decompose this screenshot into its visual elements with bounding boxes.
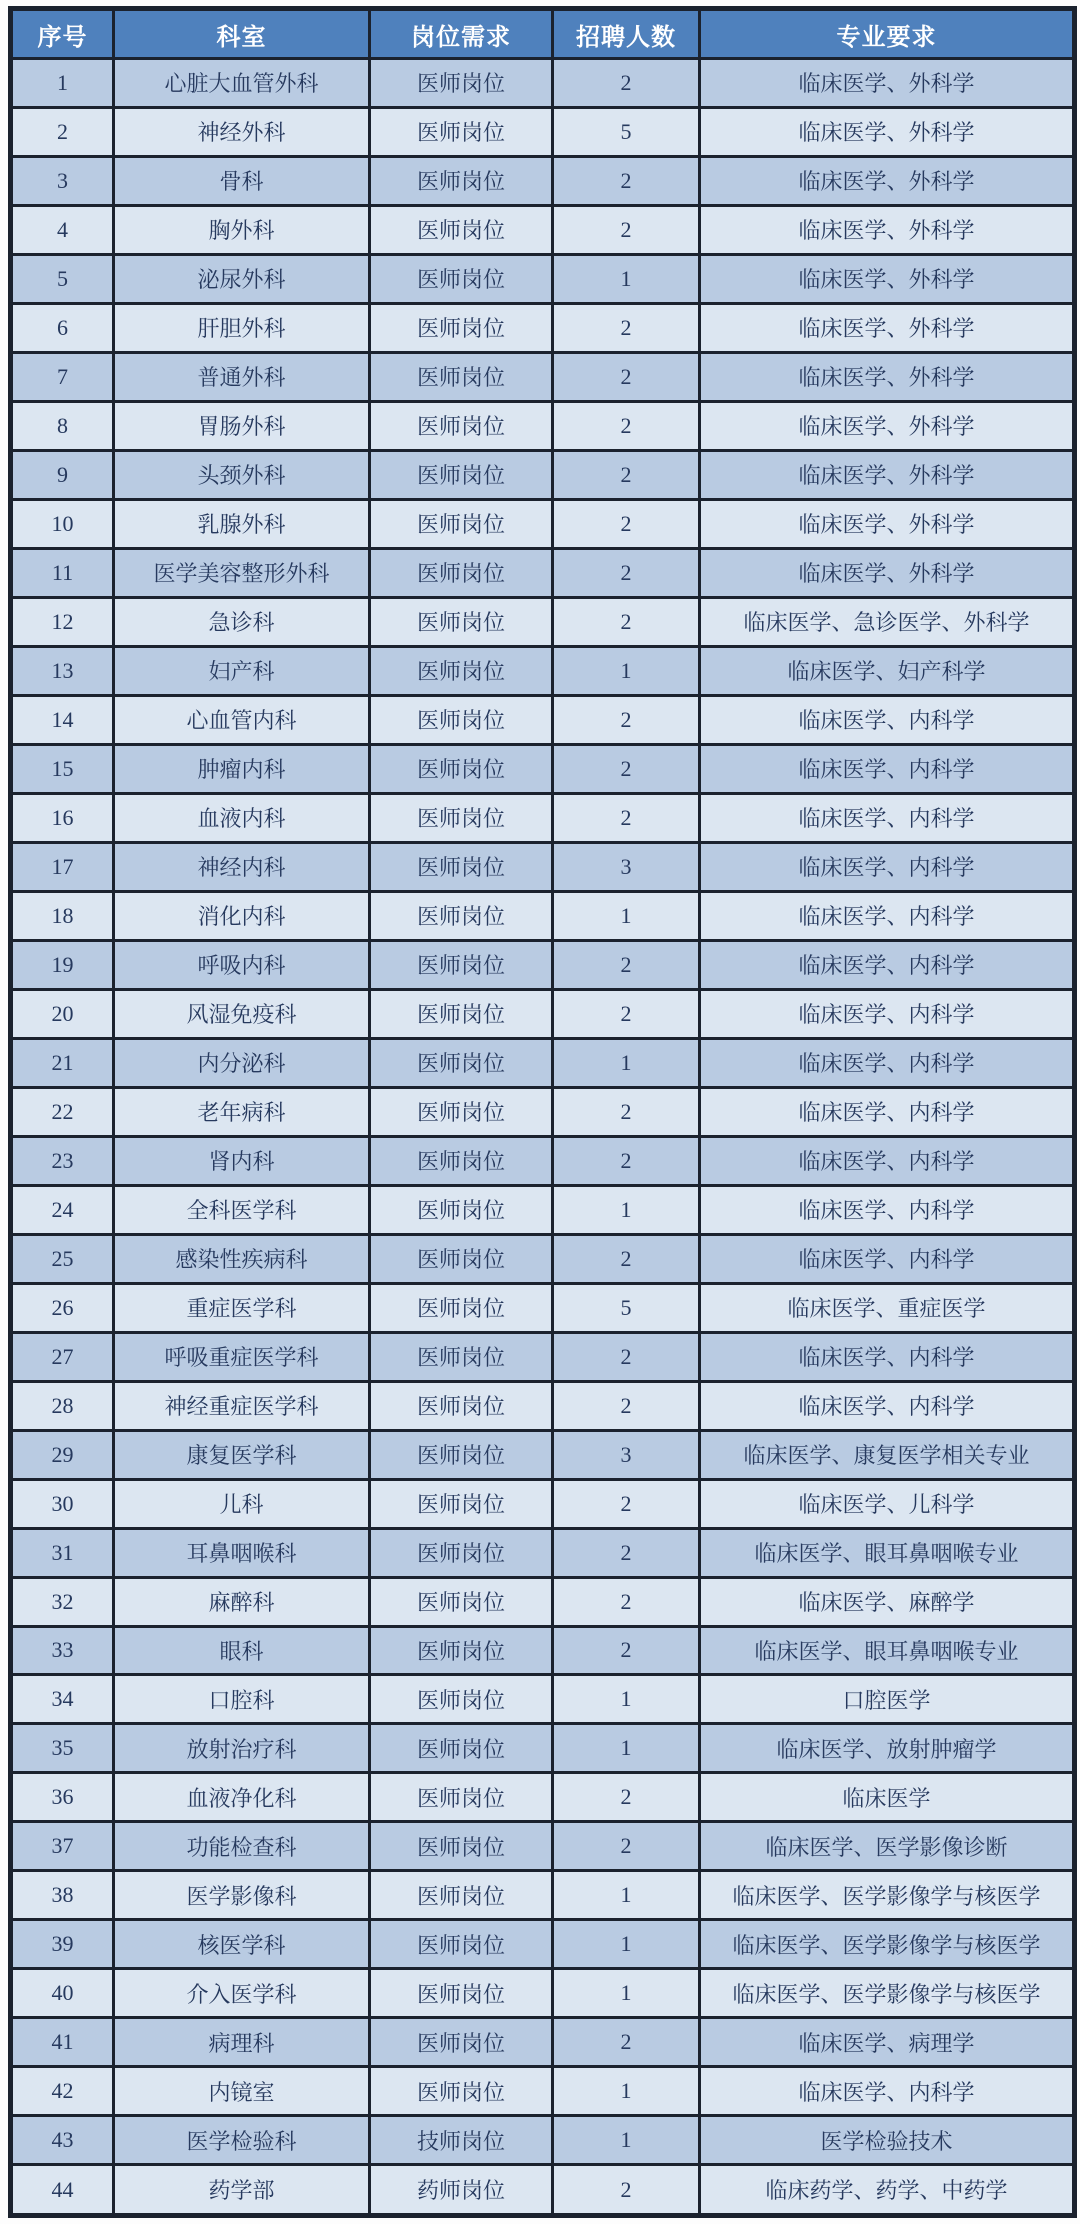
- cell-index: 4: [11, 205, 114, 254]
- table-row: [11, 1283, 1075, 1332]
- cell-requirement: 临床医学: [700, 1773, 1075, 1822]
- cell-requirement: 临床医学、眼耳鼻咽喉专业: [700, 1528, 1075, 1577]
- cell-requirement: 医学检验技术: [700, 2116, 1075, 2165]
- cell-index: 29: [11, 1430, 114, 1479]
- cell-department: 老年病科: [114, 1087, 370, 1136]
- cell-requirement: 临床医学、外科学: [700, 352, 1075, 401]
- cell-position: 医师岗位: [370, 303, 553, 352]
- cell-department: 医学影像科: [114, 1871, 370, 1920]
- table-row: [11, 107, 1075, 156]
- cell-count: 3: [553, 1430, 700, 1479]
- cell-position: 医师岗位: [370, 1773, 553, 1822]
- cell-index: 10: [11, 499, 114, 548]
- cell-position: 医师岗位: [370, 1871, 553, 1920]
- cell-requirement: 临床医学、内科学: [700, 1087, 1075, 1136]
- cell-position: 医师岗位: [370, 1920, 553, 1969]
- cell-position: 医师岗位: [370, 793, 553, 842]
- cell-department: 胸外科: [114, 205, 370, 254]
- cell-index: 27: [11, 1332, 114, 1381]
- table-row: [11, 744, 1075, 793]
- cell-index: 41: [11, 2018, 114, 2067]
- cell-count: 1: [553, 254, 700, 303]
- cell-department: 感染性疾病科: [114, 1234, 370, 1283]
- cell-count: 2: [553, 1577, 700, 1626]
- cell-count: 1: [553, 1675, 700, 1724]
- cell-position: 医师岗位: [370, 205, 553, 254]
- cell-position: 医师岗位: [370, 1381, 553, 1430]
- cell-requirement: 临床医学、放射肿瘤学: [700, 1724, 1075, 1773]
- cell-index: 17: [11, 842, 114, 891]
- cell-index: 28: [11, 1381, 114, 1430]
- cell-department: 血液内科: [114, 793, 370, 842]
- cell-index: 39: [11, 1920, 114, 1969]
- cell-requirement: 临床医学、外科学: [700, 254, 1075, 303]
- cell-requirement: 临床医学、内科学: [700, 891, 1075, 940]
- cell-count: 2: [553, 1234, 700, 1283]
- cell-count: 2: [553, 940, 700, 989]
- cell-requirement: 临床医学、儿科学: [700, 1479, 1075, 1528]
- cell-count: 1: [553, 1920, 700, 1969]
- cell-department: 呼吸重症医学科: [114, 1332, 370, 1381]
- table-row: [11, 59, 1075, 108]
- cell-department: 重症医学科: [114, 1283, 370, 1332]
- cell-count: 1: [553, 1724, 700, 1773]
- table-row: [11, 450, 1075, 499]
- header-row: [11, 9, 1075, 59]
- cell-requirement: 临床医学、内科学: [700, 1332, 1075, 1381]
- table-row: [11, 2116, 1075, 2165]
- cell-index: 19: [11, 940, 114, 989]
- cell-count: 2: [553, 597, 700, 646]
- cell-requirement: 临床医学、妇产科学: [700, 646, 1075, 695]
- cell-position: 医师岗位: [370, 842, 553, 891]
- cell-position: 医师岗位: [370, 1185, 553, 1234]
- cell-department: 心血管内科: [114, 695, 370, 744]
- cell-requirement: 临床医学、内科学: [700, 695, 1075, 744]
- cell-department: 核医学科: [114, 1920, 370, 1969]
- cell-count: 1: [553, 2067, 700, 2116]
- table-row: [11, 1724, 1075, 1773]
- cell-position: 医师岗位: [370, 891, 553, 940]
- cell-count: 2: [553, 2165, 700, 2216]
- table-row: [11, 1528, 1075, 1577]
- cell-requirement: 临床医学、病理学: [700, 2018, 1075, 2067]
- cell-position: 医师岗位: [370, 1724, 553, 1773]
- cell-index: 26: [11, 1283, 114, 1332]
- cell-requirement: 临床医学、内科学: [700, 2067, 1075, 2116]
- cell-index: 22: [11, 1087, 114, 1136]
- table-row: [11, 646, 1075, 695]
- cell-requirement: 临床医学、内科学: [700, 940, 1075, 989]
- cell-position: 医师岗位: [370, 548, 553, 597]
- cell-position: 医师岗位: [370, 499, 553, 548]
- cell-department: 医学检验科: [114, 2116, 370, 2165]
- table-row: [11, 940, 1075, 989]
- cell-index: 7: [11, 352, 114, 401]
- cell-department: 消化内科: [114, 891, 370, 940]
- table-row: [11, 891, 1075, 940]
- cell-requirement: 临床医学、医学影像学与核医学: [700, 1969, 1075, 2018]
- cell-requirement: 临床医学、内科学: [700, 1038, 1075, 1087]
- cell-department: 内镜室: [114, 2067, 370, 2116]
- cell-count: 2: [553, 303, 700, 352]
- table-row: [11, 2018, 1075, 2067]
- cell-department: 心脏大血管外科: [114, 59, 370, 108]
- table-row: [11, 989, 1075, 1038]
- cell-department: 神经内科: [114, 842, 370, 891]
- cell-position: 医师岗位: [370, 1038, 553, 1087]
- table-row: [11, 1675, 1075, 1724]
- cell-requirement: 临床医学、内科学: [700, 744, 1075, 793]
- cell-count: 1: [553, 2116, 700, 2165]
- cell-count: 2: [553, 1087, 700, 1136]
- cell-position: 医师岗位: [370, 352, 553, 401]
- cell-position: 医师岗位: [370, 1234, 553, 1283]
- cell-index: 18: [11, 891, 114, 940]
- cell-position: 医师岗位: [370, 1528, 553, 1577]
- cell-department: 泌尿外科: [114, 254, 370, 303]
- cell-index: 12: [11, 597, 114, 646]
- cell-index: 35: [11, 1724, 114, 1773]
- cell-count: 2: [553, 450, 700, 499]
- cell-position: 医师岗位: [370, 401, 553, 450]
- cell-count: 2: [553, 401, 700, 450]
- cell-requirement: 临床医学、内科学: [700, 842, 1075, 891]
- cell-requirement: 临床医学、重症医学: [700, 1283, 1075, 1332]
- cell-position: 医师岗位: [370, 989, 553, 1038]
- table-row: [11, 597, 1075, 646]
- cell-department: 医学美容整形外科: [114, 548, 370, 597]
- cell-position: 医师岗位: [370, 1332, 553, 1381]
- cell-department: 康复医学科: [114, 1430, 370, 1479]
- cell-department: 全科医学科: [114, 1185, 370, 1234]
- column-header-position: 岗位需求: [370, 9, 553, 59]
- table-body: [11, 59, 1075, 2216]
- table-row: [11, 156, 1075, 205]
- cell-position: 医师岗位: [370, 1822, 553, 1871]
- cell-index: 11: [11, 548, 114, 597]
- column-header-count: 招聘人数: [553, 9, 700, 59]
- table-row: [11, 793, 1075, 842]
- cell-position: 医师岗位: [370, 450, 553, 499]
- cell-department: 口腔科: [114, 1675, 370, 1724]
- table-row: [11, 205, 1075, 254]
- cell-count: 2: [553, 156, 700, 205]
- cell-count: 1: [553, 646, 700, 695]
- cell-department: 乳腺外科: [114, 499, 370, 548]
- cell-department: 功能检查科: [114, 1822, 370, 1871]
- cell-index: 24: [11, 1185, 114, 1234]
- cell-index: 6: [11, 303, 114, 352]
- table-row: [11, 1871, 1075, 1920]
- cell-count: 5: [553, 107, 700, 156]
- table-row: [11, 1038, 1075, 1087]
- cell-index: 2: [11, 107, 114, 156]
- table-row: [11, 401, 1075, 450]
- cell-requirement: 临床医学、医学影像学与核医学: [700, 1920, 1075, 1969]
- cell-department: 呼吸内科: [114, 940, 370, 989]
- cell-count: 1: [553, 1185, 700, 1234]
- table-row: [11, 303, 1075, 352]
- cell-requirement: 临床医学、外科学: [700, 303, 1075, 352]
- table-row: [11, 499, 1075, 548]
- cell-count: 1: [553, 1871, 700, 1920]
- cell-department: 麻醉科: [114, 1577, 370, 1626]
- cell-department: 血液净化科: [114, 1773, 370, 1822]
- cell-count: 2: [553, 1822, 700, 1871]
- table-row: [11, 1430, 1075, 1479]
- cell-requirement: 临床医学、内科学: [700, 989, 1075, 1038]
- cell-index: 8: [11, 401, 114, 450]
- cell-position: 医师岗位: [370, 695, 553, 744]
- cell-index: 5: [11, 254, 114, 303]
- cell-department: 耳鼻咽喉科: [114, 1528, 370, 1577]
- cell-position: 医师岗位: [370, 1136, 553, 1185]
- cell-index: 14: [11, 695, 114, 744]
- table-row: [11, 1822, 1075, 1871]
- cell-requirement: 临床医学、外科学: [700, 450, 1075, 499]
- cell-requirement: 临床医学、康复医学相关专业: [700, 1430, 1075, 1479]
- cell-position: 医师岗位: [370, 1430, 553, 1479]
- cell-index: 1: [11, 59, 114, 108]
- recruitment-table: [8, 6, 1077, 2218]
- cell-index: 36: [11, 1773, 114, 1822]
- table-row: [11, 2067, 1075, 2116]
- cell-position: 医师岗位: [370, 1626, 553, 1675]
- cell-count: 1: [553, 1969, 700, 2018]
- cell-position: 药师岗位: [370, 2165, 553, 2216]
- cell-count: 3: [553, 842, 700, 891]
- cell-department: 胃肠外科: [114, 401, 370, 450]
- table-row: [11, 1969, 1075, 2018]
- cell-department: 内分泌科: [114, 1038, 370, 1087]
- cell-index: 9: [11, 450, 114, 499]
- cell-requirement: 临床医学、外科学: [700, 205, 1075, 254]
- cell-position: 技师岗位: [370, 2116, 553, 2165]
- cell-count: 2: [553, 989, 700, 1038]
- cell-position: 医师岗位: [370, 59, 553, 108]
- cell-requirement: 临床药学、药学、中药学: [700, 2165, 1075, 2216]
- cell-department: 神经重症医学科: [114, 1381, 370, 1430]
- cell-department: 急诊科: [114, 597, 370, 646]
- cell-requirement: 临床医学、外科学: [700, 59, 1075, 108]
- table-row: [11, 695, 1075, 744]
- cell-index: 23: [11, 1136, 114, 1185]
- cell-count: 1: [553, 891, 700, 940]
- cell-count: 2: [553, 695, 700, 744]
- cell-index: 34: [11, 1675, 114, 1724]
- cell-requirement: 临床医学、医学影像学与核医学: [700, 1871, 1075, 1920]
- cell-count: 2: [553, 352, 700, 401]
- cell-requirement: 临床医学、内科学: [700, 1234, 1075, 1283]
- cell-index: 25: [11, 1234, 114, 1283]
- cell-count: 2: [553, 793, 700, 842]
- table-row: [11, 1577, 1075, 1626]
- cell-department: 放射治疗科: [114, 1724, 370, 1773]
- cell-position: 医师岗位: [370, 1577, 553, 1626]
- cell-count: 2: [553, 499, 700, 548]
- column-header-requirement: 专业要求: [700, 9, 1075, 59]
- cell-requirement: 临床医学、外科学: [700, 548, 1075, 597]
- cell-index: 30: [11, 1479, 114, 1528]
- cell-index: 44: [11, 2165, 114, 2216]
- cell-requirement: 临床医学、外科学: [700, 107, 1075, 156]
- cell-department: 妇产科: [114, 646, 370, 695]
- cell-index: 20: [11, 989, 114, 1038]
- cell-requirement: 临床医学、外科学: [700, 156, 1075, 205]
- cell-position: 医师岗位: [370, 1479, 553, 1528]
- cell-department: 肿瘤内科: [114, 744, 370, 793]
- cell-index: 3: [11, 156, 114, 205]
- table-row: [11, 1136, 1075, 1185]
- cell-position: 医师岗位: [370, 254, 553, 303]
- table-row: [11, 352, 1075, 401]
- cell-count: 2: [553, 548, 700, 597]
- cell-department: 药学部: [114, 2165, 370, 2216]
- table-row: [11, 1087, 1075, 1136]
- table-row: [11, 1773, 1075, 1822]
- cell-index: 38: [11, 1871, 114, 1920]
- column-header-department: 科室: [114, 9, 370, 59]
- cell-requirement: 临床医学、内科学: [700, 1381, 1075, 1430]
- table-row: [11, 548, 1075, 597]
- cell-department: 介入医学科: [114, 1969, 370, 2018]
- cell-requirement: 临床医学、外科学: [700, 401, 1075, 450]
- cell-position: 医师岗位: [370, 597, 553, 646]
- cell-requirement: 口腔医学: [700, 1675, 1075, 1724]
- cell-requirement: 临床医学、内科学: [700, 793, 1075, 842]
- cell-department: 骨科: [114, 156, 370, 205]
- cell-position: 医师岗位: [370, 107, 553, 156]
- cell-position: 医师岗位: [370, 2067, 553, 2116]
- cell-count: 2: [553, 1479, 700, 1528]
- cell-department: 肝胆外科: [114, 303, 370, 352]
- cell-requirement: 临床医学、外科学: [700, 499, 1075, 548]
- cell-index: 15: [11, 744, 114, 793]
- cell-count: 2: [553, 1381, 700, 1430]
- table-row: [11, 1234, 1075, 1283]
- cell-index: 13: [11, 646, 114, 695]
- cell-position: 医师岗位: [370, 1675, 553, 1724]
- table-row: [11, 254, 1075, 303]
- cell-department: 病理科: [114, 2018, 370, 2067]
- cell-count: 2: [553, 59, 700, 108]
- cell-index: 32: [11, 1577, 114, 1626]
- cell-department: 神经外科: [114, 107, 370, 156]
- table-row: [11, 1332, 1075, 1381]
- cell-count: 1: [553, 1038, 700, 1087]
- cell-requirement: 临床医学、急诊医学、外科学: [700, 597, 1075, 646]
- cell-position: 医师岗位: [370, 744, 553, 793]
- cell-position: 医师岗位: [370, 1087, 553, 1136]
- cell-department: 肾内科: [114, 1136, 370, 1185]
- cell-index: 33: [11, 1626, 114, 1675]
- cell-department: 眼科: [114, 1626, 370, 1675]
- cell-count: 2: [553, 744, 700, 793]
- cell-index: 42: [11, 2067, 114, 2116]
- table-header: [11, 9, 1075, 59]
- cell-count: 5: [553, 1283, 700, 1332]
- cell-department: 普通外科: [114, 352, 370, 401]
- cell-index: 37: [11, 1822, 114, 1871]
- table-row: [11, 2165, 1075, 2216]
- table-row: [11, 1479, 1075, 1528]
- cell-position: 医师岗位: [370, 940, 553, 989]
- cell-requirement: 临床医学、内科学: [700, 1185, 1075, 1234]
- cell-position: 医师岗位: [370, 1283, 553, 1332]
- table-row: [11, 1185, 1075, 1234]
- cell-index: 21: [11, 1038, 114, 1087]
- cell-department: 头颈外科: [114, 450, 370, 499]
- table-row: [11, 842, 1075, 891]
- cell-department: 儿科: [114, 1479, 370, 1528]
- cell-department: 风湿免疫科: [114, 989, 370, 1038]
- table-row: [11, 1626, 1075, 1675]
- cell-count: 2: [553, 205, 700, 254]
- cell-position: 医师岗位: [370, 156, 553, 205]
- cell-requirement: 临床医学、医学影像诊断: [700, 1822, 1075, 1871]
- cell-index: 16: [11, 793, 114, 842]
- cell-index: 31: [11, 1528, 114, 1577]
- cell-requirement: 临床医学、眼耳鼻咽喉专业: [700, 1626, 1075, 1675]
- cell-requirement: 临床医学、麻醉学: [700, 1577, 1075, 1626]
- cell-position: 医师岗位: [370, 1969, 553, 2018]
- cell-position: 医师岗位: [370, 646, 553, 695]
- cell-count: 2: [553, 2018, 700, 2067]
- table-row: [11, 1381, 1075, 1430]
- cell-count: 2: [553, 1773, 700, 1822]
- cell-count: 2: [553, 1332, 700, 1381]
- cell-requirement: 临床医学、内科学: [700, 1136, 1075, 1185]
- cell-count: 2: [553, 1136, 700, 1185]
- cell-count: 2: [553, 1528, 700, 1577]
- cell-count: 2: [553, 1626, 700, 1675]
- column-header-index: 序号: [11, 9, 114, 59]
- table-row: [11, 1920, 1075, 1969]
- cell-index: 40: [11, 1969, 114, 2018]
- cell-index: 43: [11, 2116, 114, 2165]
- cell-position: 医师岗位: [370, 2018, 553, 2067]
